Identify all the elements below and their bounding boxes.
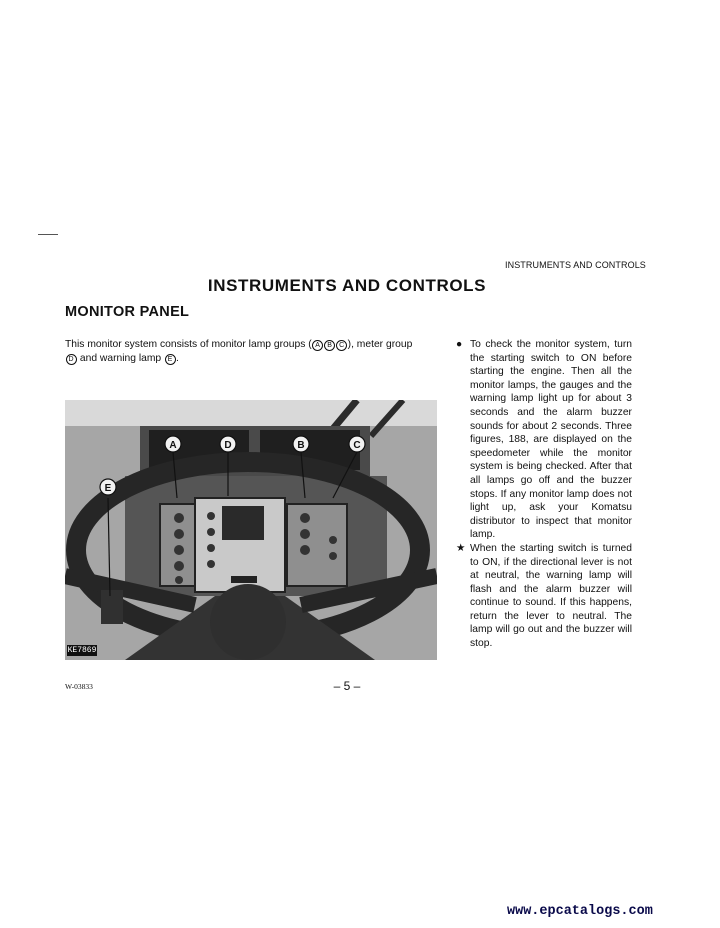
ref-e: E: [165, 354, 176, 365]
note-item: [456, 542, 632, 651]
monitor-panel-photo: [65, 400, 437, 660]
star-icon: ★: [456, 542, 466, 554]
photo-code: KE7869: [67, 646, 97, 655]
intro-text-3: and warning lamp: [77, 353, 165, 364]
bullet-dot-icon: ●: [456, 339, 463, 350]
page-number: – 5 –: [333, 679, 361, 693]
ref-c: C: [336, 340, 347, 351]
running-header: INSTRUMENTS AND CONTROLS: [505, 260, 646, 270]
document-code: W-03833: [65, 682, 93, 691]
callout-b: B: [297, 440, 305, 451]
intro-text-4: .: [176, 353, 179, 364]
intro-text-1: This monitor system consists of monitor lamp groups (: [65, 339, 312, 350]
callout-e: E: [104, 483, 112, 494]
ref-d: D: [66, 354, 77, 365]
page-title: INSTRUMENTS AND CONTROLS: [207, 276, 487, 295]
callout-c: C: [353, 440, 361, 451]
callout-d: D: [224, 440, 232, 451]
note-item: [456, 338, 632, 542]
ref-b: B: [324, 340, 335, 351]
scan-mark: [38, 234, 58, 235]
intro-paragraph: [65, 338, 445, 366]
ref-a: A: [312, 340, 323, 351]
section-title: MONITOR PANEL: [65, 304, 190, 320]
watermark-url: www.epcatalogs.com: [507, 904, 653, 919]
intro-text-2: ), meter group: [347, 339, 413, 350]
note-text: When the starting switch is turned to ON, if the directional lever is not at neutral, the warning lamp will flash and the alarm buzzer will continue to sound. If this happens, return the lever to neutral. The lamp will go out and the buzzer will stop.: [470, 542, 632, 650]
note-text: To check the monitor system, turn the starting switch to ON before starting the engine. Then all the monitor lamps, the gauges and the warning lamp light up for about 3 seconds and the alarm buzzer sounds for about 2 seconds. Three figures, 188, are displayed on the speedometer while the monitor system is being checked. After that all lamps go off and the buzzer stops. If any monitor lamp does not light up, ask your Komatsu distributor to inspect that monitor lamp.: [470, 339, 632, 541]
notes-column: [456, 338, 632, 651]
callout-a: A: [169, 440, 177, 451]
